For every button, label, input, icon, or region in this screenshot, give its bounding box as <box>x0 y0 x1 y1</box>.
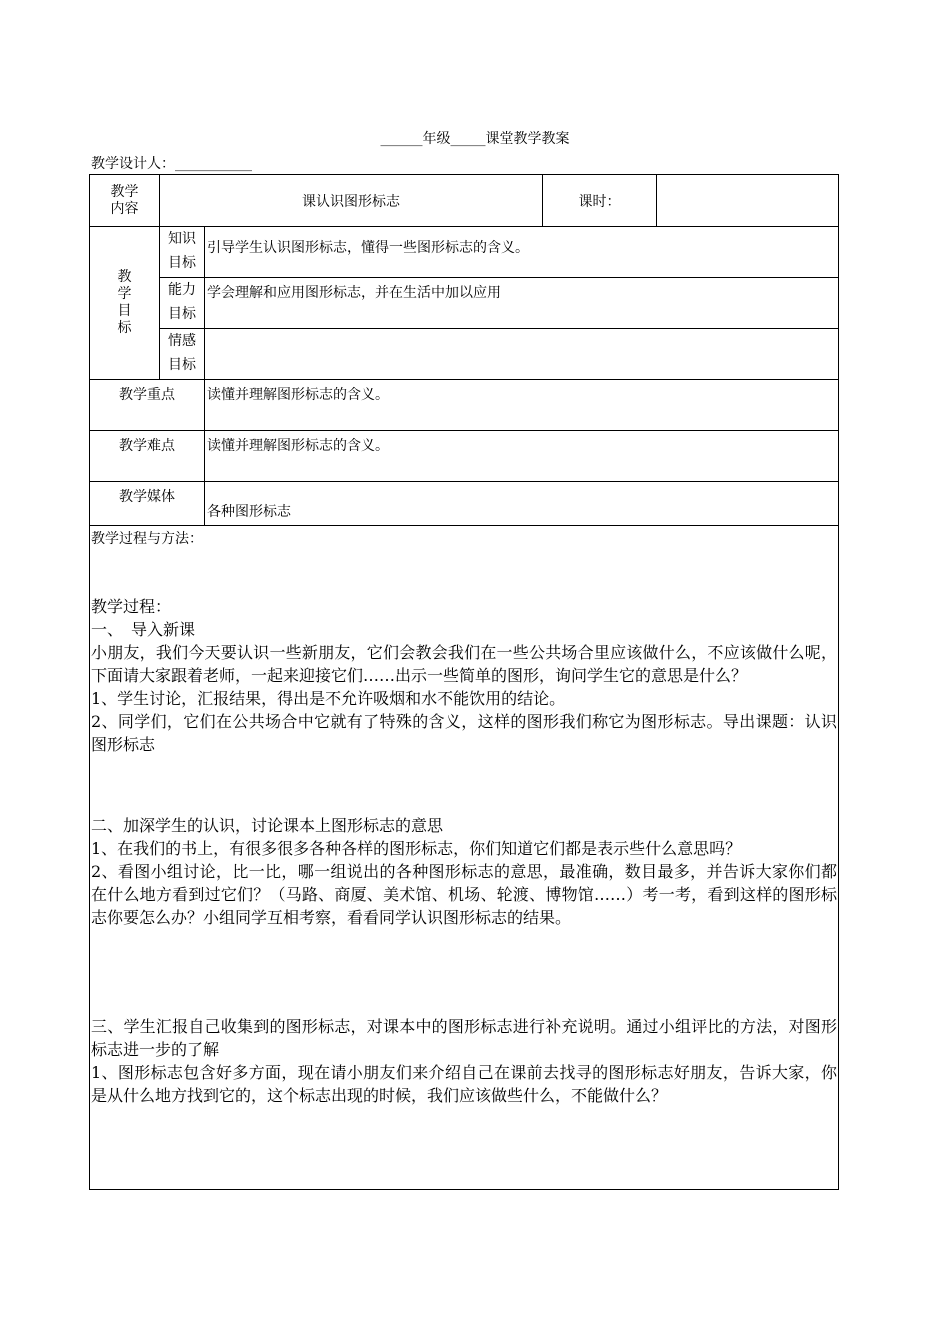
section2-paragraph: 1、在我们的书上，有很多很多各种各样的图形标志，你们知道它们都是表示些什么意思吗？ <box>91 839 742 858</box>
page-title: ______年级_____课堂教学教案 <box>380 131 570 147</box>
section3-title: 三、学生汇报自己收集到的图形标志，对课本中的图形标志进行补充说明。通过小组评比的方法，对图形标志进一步的了解 <box>91 1017 837 1059</box>
process-row <box>90 526 839 1190</box>
objective-type-label: 能力目标 <box>168 282 196 322</box>
section3-paragraph: 1、图形标志包含好多方面，现在请小朋友们来介绍自己在课前去找寻的图形标志好朋友，告诉大家，你是从什么地方找到它的，这个标志出现的时候，我们应该做些什么，不能做什么？ <box>91 1063 837 1105</box>
objectives-label-cell <box>90 227 160 380</box>
key-point-label-cell <box>90 380 205 431</box>
objective-text-cell <box>205 227 839 278</box>
period-value-cell <box>657 175 839 227</box>
media-label: 教学媒体 <box>119 489 175 505</box>
objective-row-emotion <box>90 329 839 380</box>
key-point-row <box>90 380 839 431</box>
methods-label: 教学过程与方法： <box>91 531 203 547</box>
difficulty-label-cell <box>90 431 205 482</box>
section1-paragraph: 1、学生讨论，汇报结果，得出是不允许吸烟和水不能饮用的结论。 <box>91 689 566 708</box>
section1-paragraph: 2、同学们，它们在公共场合中它就有了特殊的含义，这样的图形我们称它为图形标志。导出课题：认识图形标志 <box>91 712 837 754</box>
objective-type-cell <box>160 329 205 380</box>
process-body <box>90 526 838 1111</box>
objective-row-ability <box>90 278 839 329</box>
key-point-text: 读懂并理解图形标志的含义。 <box>207 387 389 403</box>
key-point-label: 教学重点 <box>119 387 175 403</box>
objective-type-label: 知识目标 <box>168 231 196 271</box>
difficulty-row <box>90 431 839 482</box>
objective-type-label: 情感目标 <box>168 333 196 373</box>
media-row <box>90 482 839 526</box>
content-label: 教学内容 <box>110 183 139 217</box>
content-label-cell <box>90 175 160 227</box>
period-label: 课时： <box>578 193 621 210</box>
media-text-cell <box>205 482 839 526</box>
content-row <box>90 175 839 227</box>
objective-row-knowledge <box>90 227 839 278</box>
objective-text: 引导学生认识图形标志，懂得一些图形标志的含义。 <box>207 240 529 256</box>
objective-text-cell <box>205 278 839 329</box>
objective-text <box>205 329 838 337</box>
lesson-plan-table <box>89 174 839 1190</box>
difficulty-label: 教学难点 <box>119 438 175 454</box>
key-point-text-cell <box>205 380 839 431</box>
objective-type-cell <box>160 278 205 329</box>
objective-type-cell <box>160 227 205 278</box>
media-text: 各种图形标志 <box>207 504 291 520</box>
section1-title: 一、 导入新课 <box>91 620 196 639</box>
media-label-cell <box>90 482 205 526</box>
lesson-title: 课认识图形标志 <box>302 193 400 210</box>
objective-text: 学会理解和应用图形标志，并在生活中加以应用 <box>207 285 501 301</box>
objectives-label: 教学目标 <box>117 269 132 336</box>
objective-text-cell <box>205 329 839 380</box>
difficulty-text: 读懂并理解图形标志的含义。 <box>207 438 389 454</box>
section2-paragraph: 2、看图小组讨论，比一比，哪一组说出的各种图形标志的意思，最准确，数目最多，并告诉大家你们都在什么地方看到过它们？（马路、商厦、美术馆、机场、轮渡、博物馆……）考一考，看到这样的图形标志你要怎么办？小组同学互相考察，看看同学认识图形标志的结果。 <box>91 862 837 927</box>
section2-title: 二、加深学生的认识，讨论课本上图形标志的意思 <box>91 816 444 835</box>
lesson-title-cell <box>160 175 543 227</box>
period-label-cell <box>543 175 657 227</box>
process-cell <box>90 526 839 1190</box>
process-label: 教学过程： <box>91 597 172 616</box>
section1-paragraph: 小朋友，我们今天要认识一些新朋友，它们会教会我们在一些公共场合里应该做什么，不应该做什么呢，下面请大家跟着老师，一起来迎接它们……出示一些简单的图形，询问学生它的意思是什么？ <box>91 643 837 685</box>
designer-line: 教学设计人：___________ <box>91 156 252 172</box>
difficulty-text-cell <box>205 431 839 482</box>
